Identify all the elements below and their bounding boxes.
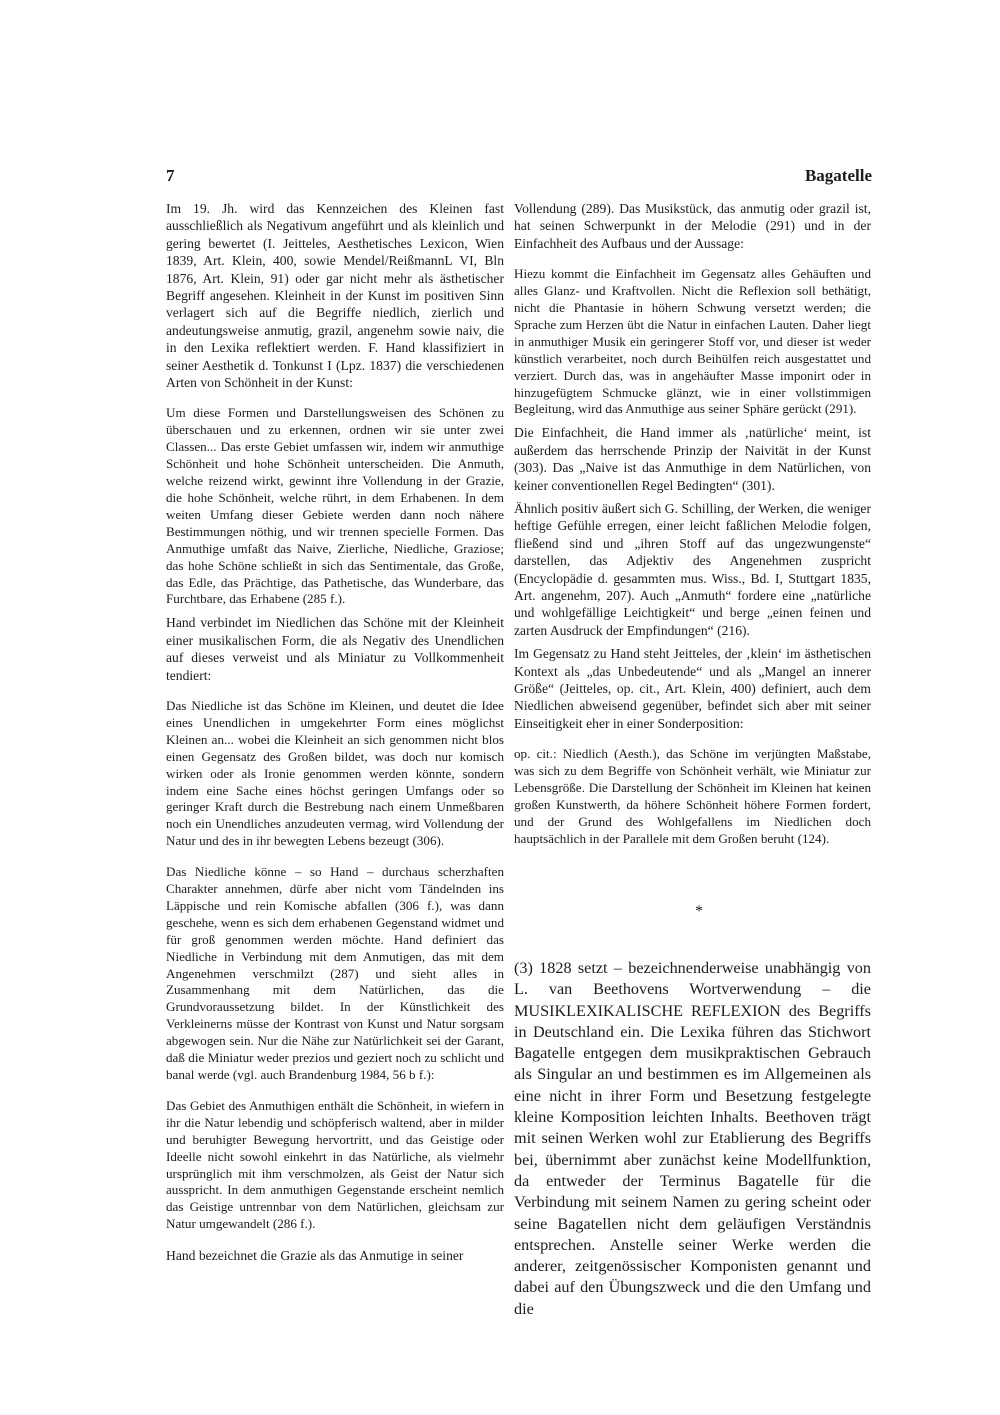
page-number: 7 xyxy=(166,166,175,185)
paragraph: Die Einfachheit, die Hand immer als ‚natürliche‘ meint, ist außerdem das herrschende Prinzip der Naivität in der Kunst (303). Das „Naive ist das Anmuthige in dem Natürlichen, von keiner conventionellen Regel Bedingten“ (301). xyxy=(514,425,871,493)
paragraph: Im 19. Jh. wird das Kennzeichen des Kleinen fast ausschließlich als Negativum angeführt und als kleinlich und gering bewertet (I. Jeitteles, Aesthetisches Lexicon, Wien 1839, Art. Klein, 400, sowie Mendel/ReißmannL VI, Bln 1876, Art. Klein, 91) oder gar nicht mehr als ästhetischer Begriff angesehen. Kleinheit in der Kunst im positiven Sinn verlagert sich auf die Begriffe niedlich, zierlich und andeutungsweise anmutig, grazil, angenehm sowie naiv, die in den Lexika reflektiert werden. F. Hand klassifiziert in seiner Aesthetik d. Tonkunst I (Lpz. 1837) die verschiedenen Arten von Schönheit in der Kunst: xyxy=(166,201,504,391)
paragraph: Vollendung (289). Das Musikstück, das anmutig oder grazil ist, hat seinen Schwerpunkt in der Melodie (291) und in der Einfachheit des Aufbaus und der Aussage: xyxy=(514,201,871,251)
left-column xyxy=(166,200,504,1271)
section-3-text: (3) 1828 setzt – bezeichnenderweise unabhängig von L. van Beethovens Wortverwendung – die MUSIKLEXIKALISCHE REFLEXION des Begriffs in Deutschland ein. Die Lexika führen das Stichwort Bagatelle entgegen dem musikpraktischen Gebrauch als Singular an und bestimmen es im Allgemeinen als eine nicht in ihrer Form und Besetzung festgelegte kleine Komposition leichten Inhalts. Beethoven trägt mit seinen Werken wohl zur Etablierung des Begriffs bei, übernimmt aber zunächst keine Modellfunktion, da entweder der Terminus Bagatelle für die Verbindung mit seinem Namen zu gering scheint oder seine Bagatellen nicht dem geläufigen Verständnis entsprechen. Anstelle seiner Werke werden die anderer, zeitgenössischer Komponisten genannt und dabei auf den Übungszweck und die den Umfang und die xyxy=(514,959,871,1318)
paragraph: Hand verbindet im Niedlichen das Schöne mit der Kleinheit einer musikalischen Form, die als Negativ des Unendlichen auf dieses verweist und als Miniatur zu Vollkommenheit tendiert: xyxy=(166,615,504,683)
paragraph: Das Niedliche könne – so Hand – durchaus scherzhaften Charakter annehmen, dürfe aber nicht vom Tändelnden ins Läppische und rein Komische abfallen (306 f.), was dann geschehe, wenn es sich dem erhabenen Gegenstand widmet und für groß genommen werden möchte. Hand definiert das Niedliche in Verbindung mit dem Anmutigen, das mit dem Angenehmen verschmilzt (287) und sieht alles in Zusammenhang mit dem Natürlichen, das die Grundvoraussetzung bildet. In der Künstlichkeit des Verkleinerns müsse der Kontrast von Kunst und Natur sorgsam abgewogen sein. Nur die Nähe zur Natürlichkeit sei der Garant, daß die Miniatur weder prezios und geziert noch zu schlicht und banal werde (vgl. auch Brandenburg 1984, 56 b f.): xyxy=(166,864,504,1082)
block-quote: Hiezu kommt die Einfachheit im Gegensatz alles Gehäuften und alles Glanz- und Kraftvollen. Nicht die Reflexion soll bethätigt, nicht die Phantasie in höhern Schwung versetzt werden; die Sprache zum Herzen übt die Natur in einfachen Lauten. Daher liegt in anmuthiger Musik ein geringerer Stoff vor, und dieser ist weder künstlich verarbeitet, noch durch Beihülfen reich ausgestattet und verziert. Durch das, was in angehäufter Masse imponirt oder in hinzugefügtem Schmucke glänzt, wie in einer vollstimmigen Begleitung, wird das Anmuthige aus seiner Sphäre gerückt (291). xyxy=(514,266,871,417)
right-column xyxy=(514,200,871,854)
block-quote: Das Niedliche ist das Schöne im Kleinen, und deutet die Idee eines Unendlichen in umgekehrter Form eines möglichst Kleinen an... wobei die Kleinheit an sich genommen nicht blos einen Gegensatz des Großen bildet, was doch nur komisch wirken oder als Ironie genommen werden könnte, sondern indem eine Sache eines höchst geringen Umfangs oder so geringer Kraft durch die Bestrebung nach einem Unmeßbaren noch ein Unendliches anzudeuten vermag, wird Vollendung der Natur und des in ihr bewegten Lebens bezeugt (306). xyxy=(166,697,504,849)
block-quote: Um diese Formen und Darstellungsweisen des Schönen zu überschauen und zu erkennen, ordnen wir sie unter zwei Classen... Das erste Gebiet umfassen wir, indem wir anmuthige Schönheit und hohe Schönheit unterscheiden. Die Anmuth, welche reizend wirkt, gewinnt ihre Vollendung in der Grazie, die hohe Schönheit, welche rührt, in dem Erhabenen. In dem weiten Umfang dieser Gebiete werden dann noch nähere Bestimmungen nöthig, und wir trennen specielle Formen. Das Anmuthige umfaßt das Naive, Zierliche, Niedliche, Graziose; das hohe Schöne schließt in sich das Sentimentale, das Große, das Edle, das Prächtige, das Pathetische, das Wunderbare, das Furchtbare, das Erhabene (285 f.). xyxy=(166,405,504,607)
section-separator: * xyxy=(695,903,703,920)
paragraph: Im Gegensatz zu Hand steht Jeitteles, der ‚klein‘ im ästhetischen Kontext als „das Unbedeutende“ und als „Mangel an innerer Größe“ (Jeitteles, op. cit., Art. Klein, 400) definiert, auch dem Niedlichen abweisend gegenüber, befindet sich aber mit seiner Einseitigkeit eher in einer Sonderposition: xyxy=(514,646,871,731)
running-title: Bagatelle xyxy=(804,166,872,185)
paragraph: Hand bezeichnet die Grazie als das Anmutige in seiner xyxy=(166,1248,464,1264)
paragraph: Ähnlich positiv äußert sich G. Schilling, der Werken, die weniger heftige Gefühle erregen, einer leicht faßlichen Melodie folgen, fließend sind und „ihren Stoff auf das ungezwungenste“ darstellen, das Adjektiv des Angenehmen zuspricht (Encyclopädie d. gesammten mus. Wiss., Bd. I, Stuttgart 1835, Art. angenehm, 207). Auch „Anmuth“ fordere eine „natürliche und wohlgefällige Leichtigkeit“ und berge „einen feinen und zarten Ausdruck der Empfindungen“ (216). xyxy=(514,501,871,638)
block-quote: op. cit.: Niedlich (Aesth.), das Schöne im verjüngten Maßstabe, was sich zu dem Begriffe von Schönheit verhält, wie Miniatur zur Lebensgröße. Die Darstellung der Schönheit im Kleinen hat keinen großen Kunstwerth, da höhere Schönheit höhere Formen fordert, und der Grund des Wohlgefallens im Niedlichen doch hauptsächlich in der Parallele mit dem Großen beruht (124). xyxy=(514,746,871,846)
section-3 xyxy=(514,958,871,1320)
block-quote: Das Gebiet des Anmuthigen enthält die Schönheit, in wiefern in ihr die Natur lebendig und schöpferisch waltend, aber in milder und beruhigter Bewegung hervortritt, und das Geistige oder Ideelle nicht sowohl einkehrt in das Natürliche, als vielmehr ursprünglich mit ihm verschmolzen, als Geist der Natur sich ausspricht. In dem anmuthigen Gegenstande erscheint nemlich das Geistige untrennbar von dem Natürlichen, gleichsam zur Natur umgewandelt (286 f.). xyxy=(166,1097,504,1232)
